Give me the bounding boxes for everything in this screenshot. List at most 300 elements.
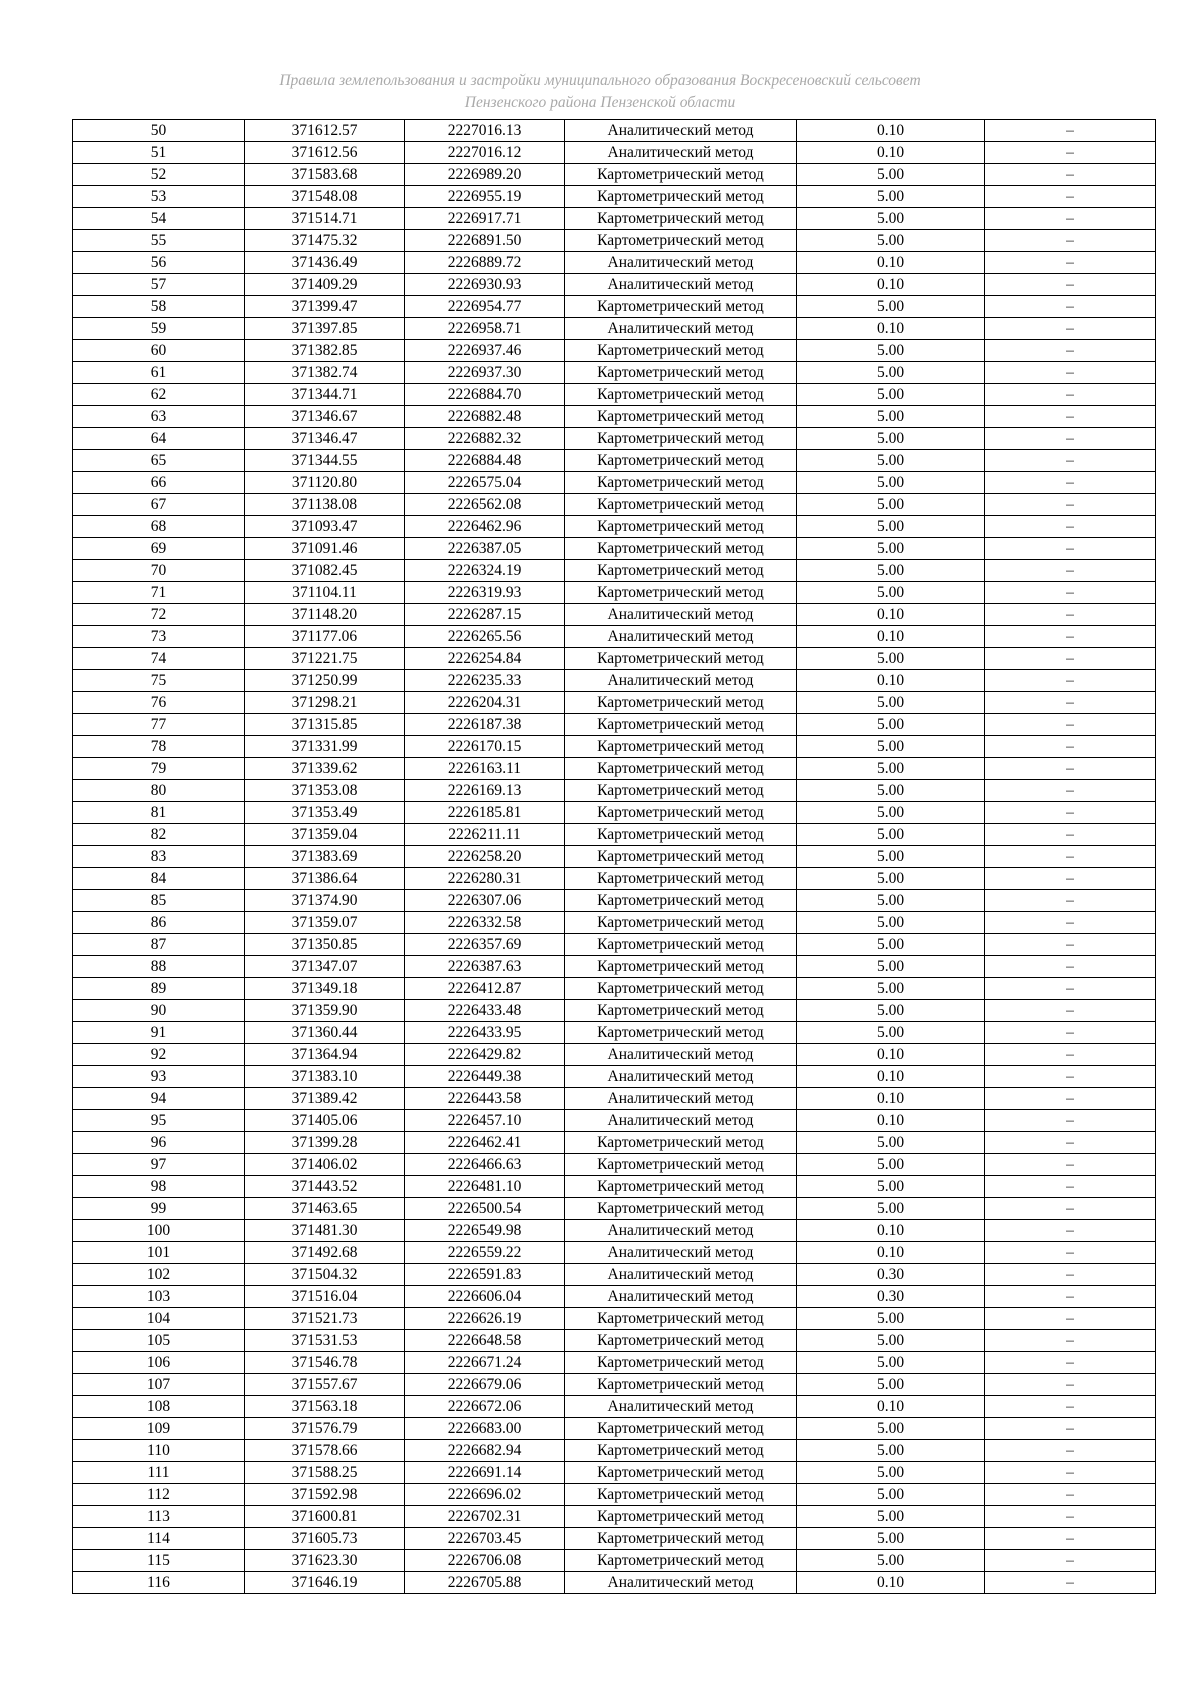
accuracy-cell: 5.00 — [797, 186, 985, 208]
y-coordinate-cell: 2226481.10 — [405, 1176, 565, 1198]
x-coordinate-cell: 371521.73 — [245, 1308, 405, 1330]
method-cell: Картометрический метод — [565, 934, 797, 956]
table-row — [73, 934, 1156, 956]
method-cell: Картометрический метод — [565, 1000, 797, 1022]
x-coordinate-cell: 371605.73 — [245, 1528, 405, 1550]
accuracy-cell: 0.10 — [797, 604, 985, 626]
point-number-cell: 72 — [73, 604, 245, 626]
method-cell: Картометрический метод — [565, 406, 797, 428]
table-row — [73, 164, 1156, 186]
y-coordinate-cell: 2226280.31 — [405, 868, 565, 890]
y-coordinate-cell: 2226500.54 — [405, 1198, 565, 1220]
table-row — [73, 1220, 1156, 1242]
accuracy-cell: 5.00 — [797, 1440, 985, 1462]
y-coordinate-cell: 2226211.11 — [405, 824, 565, 846]
point-number-cell: 58 — [73, 296, 245, 318]
point-number-cell: 73 — [73, 626, 245, 648]
x-coordinate-cell: 371298.21 — [245, 692, 405, 714]
y-coordinate-cell: 2226884.70 — [405, 384, 565, 406]
y-coordinate-cell: 2226324.19 — [405, 560, 565, 582]
point-number-cell: 109 — [73, 1418, 245, 1440]
x-coordinate-cell: 371531.53 — [245, 1330, 405, 1352]
point-number-cell: 63 — [73, 406, 245, 428]
point-number-cell: 81 — [73, 802, 245, 824]
x-coordinate-cell: 371578.66 — [245, 1440, 405, 1462]
method-cell: Аналитический метод — [565, 120, 797, 142]
method-cell: Картометрический метод — [565, 1154, 797, 1176]
accuracy-cell: 5.00 — [797, 1308, 985, 1330]
accuracy-cell: 0.10 — [797, 318, 985, 340]
x-coordinate-cell: 371359.90 — [245, 1000, 405, 1022]
y-coordinate-cell: 2226449.38 — [405, 1066, 565, 1088]
method-cell: Аналитический метод — [565, 1088, 797, 1110]
accuracy-cell: 5.00 — [797, 362, 985, 384]
method-cell: Картометрический метод — [565, 1440, 797, 1462]
method-cell: Картометрический метод — [565, 1506, 797, 1528]
y-coordinate-cell: 2226691.14 — [405, 1462, 565, 1484]
method-cell: Аналитический метод — [565, 1220, 797, 1242]
accuracy-cell: 5.00 — [797, 736, 985, 758]
table-row — [73, 318, 1156, 340]
accuracy-cell: 5.00 — [797, 978, 985, 1000]
x-coordinate-cell: 371436.49 — [245, 252, 405, 274]
y-coordinate-cell: 2226562.08 — [405, 494, 565, 516]
description-cell: – — [985, 1220, 1156, 1242]
x-coordinate-cell: 371443.52 — [245, 1176, 405, 1198]
table-row — [73, 692, 1156, 714]
description-cell: – — [985, 934, 1156, 956]
point-number-cell: 94 — [73, 1088, 245, 1110]
table-row — [73, 1374, 1156, 1396]
point-number-cell: 52 — [73, 164, 245, 186]
description-cell: – — [985, 956, 1156, 978]
table-row — [73, 186, 1156, 208]
table-row — [73, 1154, 1156, 1176]
table-row — [73, 648, 1156, 670]
description-cell: – — [985, 1550, 1156, 1572]
accuracy-cell: 5.00 — [797, 1000, 985, 1022]
x-coordinate-cell: 371583.68 — [245, 164, 405, 186]
method-cell: Картометрический метод — [565, 802, 797, 824]
description-cell: – — [985, 516, 1156, 538]
accuracy-cell: 5.00 — [797, 956, 985, 978]
method-cell: Аналитический метод — [565, 1286, 797, 1308]
table-row — [73, 956, 1156, 978]
point-number-cell: 57 — [73, 274, 245, 296]
table-row — [73, 670, 1156, 692]
accuracy-cell: 0.10 — [797, 1044, 985, 1066]
accuracy-cell: 5.00 — [797, 494, 985, 516]
point-number-cell: 95 — [73, 1110, 245, 1132]
y-coordinate-cell: 2226559.22 — [405, 1242, 565, 1264]
y-coordinate-cell: 2226930.93 — [405, 274, 565, 296]
y-coordinate-cell: 2226170.15 — [405, 736, 565, 758]
accuracy-cell: 5.00 — [797, 538, 985, 560]
accuracy-cell: 5.00 — [797, 1176, 985, 1198]
point-number-cell: 56 — [73, 252, 245, 274]
method-cell: Аналитический метод — [565, 1242, 797, 1264]
x-coordinate-cell: 371082.45 — [245, 560, 405, 582]
x-coordinate-cell: 371383.69 — [245, 846, 405, 868]
table-row — [73, 560, 1156, 582]
accuracy-cell: 0.10 — [797, 1088, 985, 1110]
method-cell: Картометрический метод — [565, 1308, 797, 1330]
description-cell: – — [985, 252, 1156, 274]
table-row — [73, 1330, 1156, 1352]
x-coordinate-cell: 371409.29 — [245, 274, 405, 296]
point-number-cell: 83 — [73, 846, 245, 868]
accuracy-cell: 5.00 — [797, 846, 985, 868]
method-cell: Картометрический метод — [565, 362, 797, 384]
x-coordinate-cell: 371492.68 — [245, 1242, 405, 1264]
accuracy-cell: 5.00 — [797, 1528, 985, 1550]
description-cell: – — [985, 978, 1156, 1000]
y-coordinate-cell: 2226703.45 — [405, 1528, 565, 1550]
y-coordinate-cell: 2226882.48 — [405, 406, 565, 428]
point-number-cell: 65 — [73, 450, 245, 472]
description-cell: – — [985, 1330, 1156, 1352]
x-coordinate-cell: 371350.85 — [245, 934, 405, 956]
x-coordinate-cell: 371463.65 — [245, 1198, 405, 1220]
point-number-cell: 102 — [73, 1264, 245, 1286]
point-number-cell: 60 — [73, 340, 245, 362]
table-row — [73, 1000, 1156, 1022]
description-cell: – — [985, 648, 1156, 670]
y-coordinate-cell: 2226705.88 — [405, 1572, 565, 1594]
method-cell: Картометрический метод — [565, 1132, 797, 1154]
y-coordinate-cell: 2226235.33 — [405, 670, 565, 692]
accuracy-cell: 5.00 — [797, 868, 985, 890]
x-coordinate-cell: 371383.10 — [245, 1066, 405, 1088]
table-row — [73, 1550, 1156, 1572]
y-coordinate-cell: 2226549.98 — [405, 1220, 565, 1242]
table-row — [73, 912, 1156, 934]
x-coordinate-cell: 371397.85 — [245, 318, 405, 340]
x-coordinate-cell: 371389.42 — [245, 1088, 405, 1110]
method-cell: Картометрический метод — [565, 494, 797, 516]
x-coordinate-cell: 371315.85 — [245, 714, 405, 736]
x-coordinate-cell: 371359.07 — [245, 912, 405, 934]
x-coordinate-cell: 371514.71 — [245, 208, 405, 230]
y-coordinate-cell: 2226319.93 — [405, 582, 565, 604]
x-coordinate-cell: 371374.90 — [245, 890, 405, 912]
accuracy-cell: 5.00 — [797, 1506, 985, 1528]
table-row — [73, 296, 1156, 318]
x-coordinate-cell: 371120.80 — [245, 472, 405, 494]
table-row — [73, 1352, 1156, 1374]
accuracy-cell: 5.00 — [797, 340, 985, 362]
description-cell: – — [985, 890, 1156, 912]
y-coordinate-cell: 2226187.38 — [405, 714, 565, 736]
method-cell: Картометрический метод — [565, 560, 797, 582]
x-coordinate-cell: 371600.81 — [245, 1506, 405, 1528]
accuracy-cell: 0.10 — [797, 120, 985, 142]
method-cell: Картометрический метод — [565, 1462, 797, 1484]
description-cell: – — [985, 274, 1156, 296]
description-cell: – — [985, 1132, 1156, 1154]
accuracy-cell: 5.00 — [797, 1484, 985, 1506]
method-cell: Аналитический метод — [565, 1066, 797, 1088]
accuracy-cell: 5.00 — [797, 1132, 985, 1154]
x-coordinate-cell: 371104.11 — [245, 582, 405, 604]
description-cell: – — [985, 450, 1156, 472]
x-coordinate-cell: 371346.67 — [245, 406, 405, 428]
accuracy-cell: 5.00 — [797, 1198, 985, 1220]
accuracy-cell: 5.00 — [797, 934, 985, 956]
description-cell: – — [985, 120, 1156, 142]
description-cell: – — [985, 846, 1156, 868]
table-row — [73, 406, 1156, 428]
x-coordinate-cell: 371399.28 — [245, 1132, 405, 1154]
x-coordinate-cell: 371344.71 — [245, 384, 405, 406]
description-cell: – — [985, 318, 1156, 340]
y-coordinate-cell: 2226626.19 — [405, 1308, 565, 1330]
method-cell: Аналитический метод — [565, 274, 797, 296]
table-row — [73, 1396, 1156, 1418]
accuracy-cell: 5.00 — [797, 648, 985, 670]
method-cell: Аналитический метод — [565, 1044, 797, 1066]
table-row — [73, 714, 1156, 736]
y-coordinate-cell: 2226884.48 — [405, 450, 565, 472]
method-cell: Аналитический метод — [565, 1110, 797, 1132]
description-cell: – — [985, 406, 1156, 428]
x-coordinate-cell: 371382.74 — [245, 362, 405, 384]
y-coordinate-cell: 2226575.04 — [405, 472, 565, 494]
method-cell: Аналитический метод — [565, 670, 797, 692]
point-number-cell: 116 — [73, 1572, 245, 1594]
x-coordinate-cell: 371331.99 — [245, 736, 405, 758]
point-number-cell: 82 — [73, 824, 245, 846]
x-coordinate-cell: 371148.20 — [245, 604, 405, 626]
point-number-cell: 111 — [73, 1462, 245, 1484]
method-cell: Картометрический метод — [565, 890, 797, 912]
method-cell: Картометрический метод — [565, 450, 797, 472]
accuracy-cell: 5.00 — [797, 384, 985, 406]
point-number-cell: 89 — [73, 978, 245, 1000]
y-coordinate-cell: 2226254.84 — [405, 648, 565, 670]
description-cell: – — [985, 164, 1156, 186]
x-coordinate-cell: 371646.19 — [245, 1572, 405, 1594]
method-cell: Картометрический метод — [565, 538, 797, 560]
method-cell: Картометрический метод — [565, 1418, 797, 1440]
point-number-cell: 78 — [73, 736, 245, 758]
accuracy-cell: 5.00 — [797, 780, 985, 802]
point-number-cell: 87 — [73, 934, 245, 956]
x-coordinate-cell: 371576.79 — [245, 1418, 405, 1440]
description-cell: – — [985, 296, 1156, 318]
description-cell: – — [985, 604, 1156, 626]
table-row — [73, 780, 1156, 802]
y-coordinate-cell: 2226672.06 — [405, 1396, 565, 1418]
table-row — [73, 274, 1156, 296]
method-cell: Картометрический метод — [565, 736, 797, 758]
accuracy-cell: 0.30 — [797, 1286, 985, 1308]
header-line-2: Пензенского района Пензенской области — [464, 94, 736, 111]
description-cell: – — [985, 384, 1156, 406]
description-cell: – — [985, 1396, 1156, 1418]
point-number-cell: 51 — [73, 142, 245, 164]
table-row — [73, 1286, 1156, 1308]
point-number-cell: 85 — [73, 890, 245, 912]
point-number-cell: 101 — [73, 1242, 245, 1264]
table-row — [73, 428, 1156, 450]
point-number-cell: 69 — [73, 538, 245, 560]
accuracy-cell: 5.00 — [797, 450, 985, 472]
table-row — [73, 252, 1156, 274]
table-row — [73, 472, 1156, 494]
method-cell: Картометрический метод — [565, 1330, 797, 1352]
table-row — [73, 120, 1156, 142]
y-coordinate-cell: 2226955.19 — [405, 186, 565, 208]
y-coordinate-cell: 2226258.20 — [405, 846, 565, 868]
table-row — [73, 824, 1156, 846]
y-coordinate-cell: 2226287.15 — [405, 604, 565, 626]
description-cell: – — [985, 626, 1156, 648]
accuracy-cell: 5.00 — [797, 1022, 985, 1044]
x-coordinate-cell: 371349.18 — [245, 978, 405, 1000]
accuracy-cell: 5.00 — [797, 516, 985, 538]
point-number-cell: 67 — [73, 494, 245, 516]
table-row — [73, 340, 1156, 362]
method-cell: Картометрический метод — [565, 516, 797, 538]
y-coordinate-cell: 2226702.31 — [405, 1506, 565, 1528]
x-coordinate-cell: 371546.78 — [245, 1352, 405, 1374]
accuracy-cell: 5.00 — [797, 164, 985, 186]
x-coordinate-cell: 371353.08 — [245, 780, 405, 802]
table-row — [73, 1440, 1156, 1462]
table-row — [73, 604, 1156, 626]
description-cell: – — [985, 1352, 1156, 1374]
point-number-cell: 115 — [73, 1550, 245, 1572]
description-cell: – — [985, 758, 1156, 780]
coordinates-table — [72, 119, 1156, 1594]
point-number-cell: 100 — [73, 1220, 245, 1242]
method-cell: Картометрический метод — [565, 956, 797, 978]
method-cell: Картометрический метод — [565, 428, 797, 450]
description-cell: – — [985, 1242, 1156, 1264]
x-coordinate-cell: 371177.06 — [245, 626, 405, 648]
point-number-cell: 90 — [73, 1000, 245, 1022]
x-coordinate-cell: 371386.64 — [245, 868, 405, 890]
x-coordinate-cell: 371405.06 — [245, 1110, 405, 1132]
y-coordinate-cell: 2226958.71 — [405, 318, 565, 340]
point-number-cell: 104 — [73, 1308, 245, 1330]
point-number-cell: 103 — [73, 1286, 245, 1308]
method-cell: Картометрический метод — [565, 758, 797, 780]
method-cell: Картометрический метод — [565, 692, 797, 714]
table-row — [73, 494, 1156, 516]
x-coordinate-cell: 371623.30 — [245, 1550, 405, 1572]
method-cell: Картометрический метод — [565, 296, 797, 318]
x-coordinate-cell: 371548.08 — [245, 186, 405, 208]
description-cell: – — [985, 1506, 1156, 1528]
point-number-cell: 62 — [73, 384, 245, 406]
y-coordinate-cell: 2226412.87 — [405, 978, 565, 1000]
point-number-cell: 106 — [73, 1352, 245, 1374]
table-row — [73, 626, 1156, 648]
table-row — [73, 1418, 1156, 1440]
description-cell: – — [985, 780, 1156, 802]
y-coordinate-cell: 2226606.04 — [405, 1286, 565, 1308]
accuracy-cell: 5.00 — [797, 758, 985, 780]
x-coordinate-cell: 371138.08 — [245, 494, 405, 516]
point-number-cell: 110 — [73, 1440, 245, 1462]
table-row — [73, 1022, 1156, 1044]
method-cell: Картометрический метод — [565, 1022, 797, 1044]
x-coordinate-cell: 371588.25 — [245, 1462, 405, 1484]
y-coordinate-cell: 2226462.96 — [405, 516, 565, 538]
point-number-cell: 75 — [73, 670, 245, 692]
point-number-cell: 105 — [73, 1330, 245, 1352]
method-cell: Аналитический метод — [565, 252, 797, 274]
accuracy-cell: 5.00 — [797, 1330, 985, 1352]
x-coordinate-cell: 371406.02 — [245, 1154, 405, 1176]
y-coordinate-cell: 2226163.11 — [405, 758, 565, 780]
accuracy-cell: 5.00 — [797, 890, 985, 912]
y-coordinate-cell: 2226169.13 — [405, 780, 565, 802]
x-coordinate-cell: 371353.49 — [245, 802, 405, 824]
description-cell: – — [985, 208, 1156, 230]
method-cell: Картометрический метод — [565, 912, 797, 934]
description-cell: – — [985, 142, 1156, 164]
method-cell: Картометрический метод — [565, 340, 797, 362]
method-cell: Картометрический метод — [565, 1176, 797, 1198]
x-coordinate-cell: 371475.32 — [245, 230, 405, 252]
method-cell: Картометрический метод — [565, 472, 797, 494]
accuracy-cell: 5.00 — [797, 472, 985, 494]
point-number-cell: 96 — [73, 1132, 245, 1154]
point-number-cell: 71 — [73, 582, 245, 604]
method-cell: Аналитический метод — [565, 318, 797, 340]
table-row — [73, 1110, 1156, 1132]
description-cell: – — [985, 1528, 1156, 1550]
y-coordinate-cell: 2226683.00 — [405, 1418, 565, 1440]
x-coordinate-cell: 371382.85 — [245, 340, 405, 362]
method-cell: Картометрический метод — [565, 1198, 797, 1220]
method-cell: Картометрический метод — [565, 824, 797, 846]
y-coordinate-cell: 2226466.63 — [405, 1154, 565, 1176]
method-cell: Аналитический метод — [565, 142, 797, 164]
y-coordinate-cell: 2226332.58 — [405, 912, 565, 934]
method-cell: Картометрический метод — [565, 1374, 797, 1396]
accuracy-cell: 5.00 — [797, 1462, 985, 1484]
x-coordinate-cell: 371091.46 — [245, 538, 405, 560]
table-row — [73, 978, 1156, 1000]
y-coordinate-cell: 2226387.63 — [405, 956, 565, 978]
description-cell: – — [985, 472, 1156, 494]
table-row — [73, 208, 1156, 230]
method-cell: Картометрический метод — [565, 868, 797, 890]
accuracy-cell: 5.00 — [797, 1352, 985, 1374]
table-row — [73, 736, 1156, 758]
y-coordinate-cell: 2227016.12 — [405, 142, 565, 164]
y-coordinate-cell: 2226433.48 — [405, 1000, 565, 1022]
y-coordinate-cell: 2226429.82 — [405, 1044, 565, 1066]
point-number-cell: 66 — [73, 472, 245, 494]
table-row — [73, 1462, 1156, 1484]
table-row — [73, 802, 1156, 824]
description-cell: – — [985, 714, 1156, 736]
accuracy-cell: 0.10 — [797, 626, 985, 648]
point-number-cell: 84 — [73, 868, 245, 890]
accuracy-cell: 5.00 — [797, 230, 985, 252]
y-coordinate-cell: 2226591.83 — [405, 1264, 565, 1286]
point-number-cell: 98 — [73, 1176, 245, 1198]
table-row — [73, 1066, 1156, 1088]
description-cell: – — [985, 912, 1156, 934]
x-coordinate-cell: 371339.62 — [245, 758, 405, 780]
description-cell: – — [985, 1000, 1156, 1022]
